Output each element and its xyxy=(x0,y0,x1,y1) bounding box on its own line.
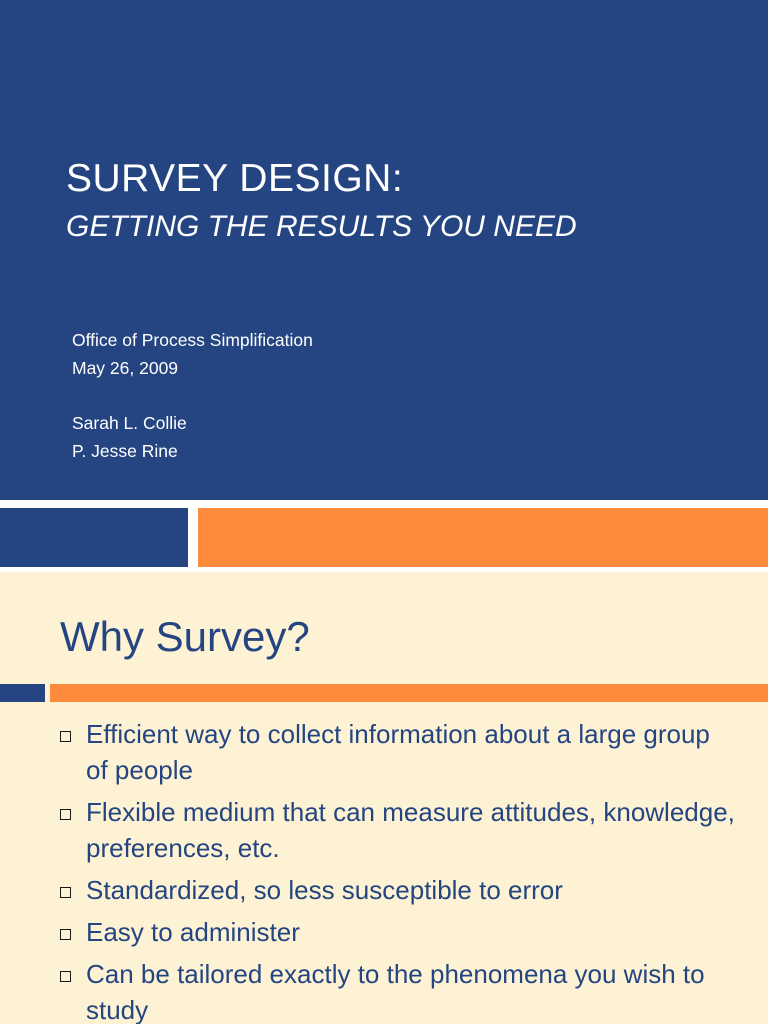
office-name: Office of Process Simplification xyxy=(72,330,313,350)
list-item xyxy=(58,914,738,950)
list-item xyxy=(58,716,738,788)
content-slide xyxy=(0,572,768,1024)
bullet-list xyxy=(58,716,738,1024)
hollow-square-icon xyxy=(60,971,71,982)
author-name: P. Jesse Rine xyxy=(72,441,178,461)
presentation-date: May 26, 2009 xyxy=(72,358,179,378)
hollow-square-icon xyxy=(60,929,71,940)
bullet-text: Can be tailored exactly to the phenomena you wish to study xyxy=(86,959,705,1024)
bullet-text: Efficient way to collect information about a large group of people xyxy=(86,719,710,785)
list-item xyxy=(58,956,738,1024)
hollow-square-icon xyxy=(60,809,71,820)
heading-rule-blue xyxy=(0,684,45,702)
slide-title: SURVEY DESIGN: xyxy=(66,157,404,200)
bullet-text: Easy to administer xyxy=(86,917,300,947)
decorative-blue-bar xyxy=(0,508,188,567)
decorative-orange-bar xyxy=(198,508,768,567)
author-name: Sarah L. Collie xyxy=(72,413,187,433)
hollow-square-icon xyxy=(60,887,71,898)
slide-subtitle: GETTING THE RESULTS YOU NEED xyxy=(66,210,577,243)
hollow-square-icon xyxy=(60,731,71,742)
list-item xyxy=(58,872,738,908)
bullet-text: Standardized, so less susceptible to error xyxy=(86,875,563,905)
slide-heading: Why Survey? xyxy=(60,613,310,660)
bullet-text: Flexible medium that can measure attitudes, knowledge, preferences, etc. xyxy=(86,797,735,863)
list-item xyxy=(58,794,738,866)
heading-rule-orange xyxy=(50,684,768,702)
